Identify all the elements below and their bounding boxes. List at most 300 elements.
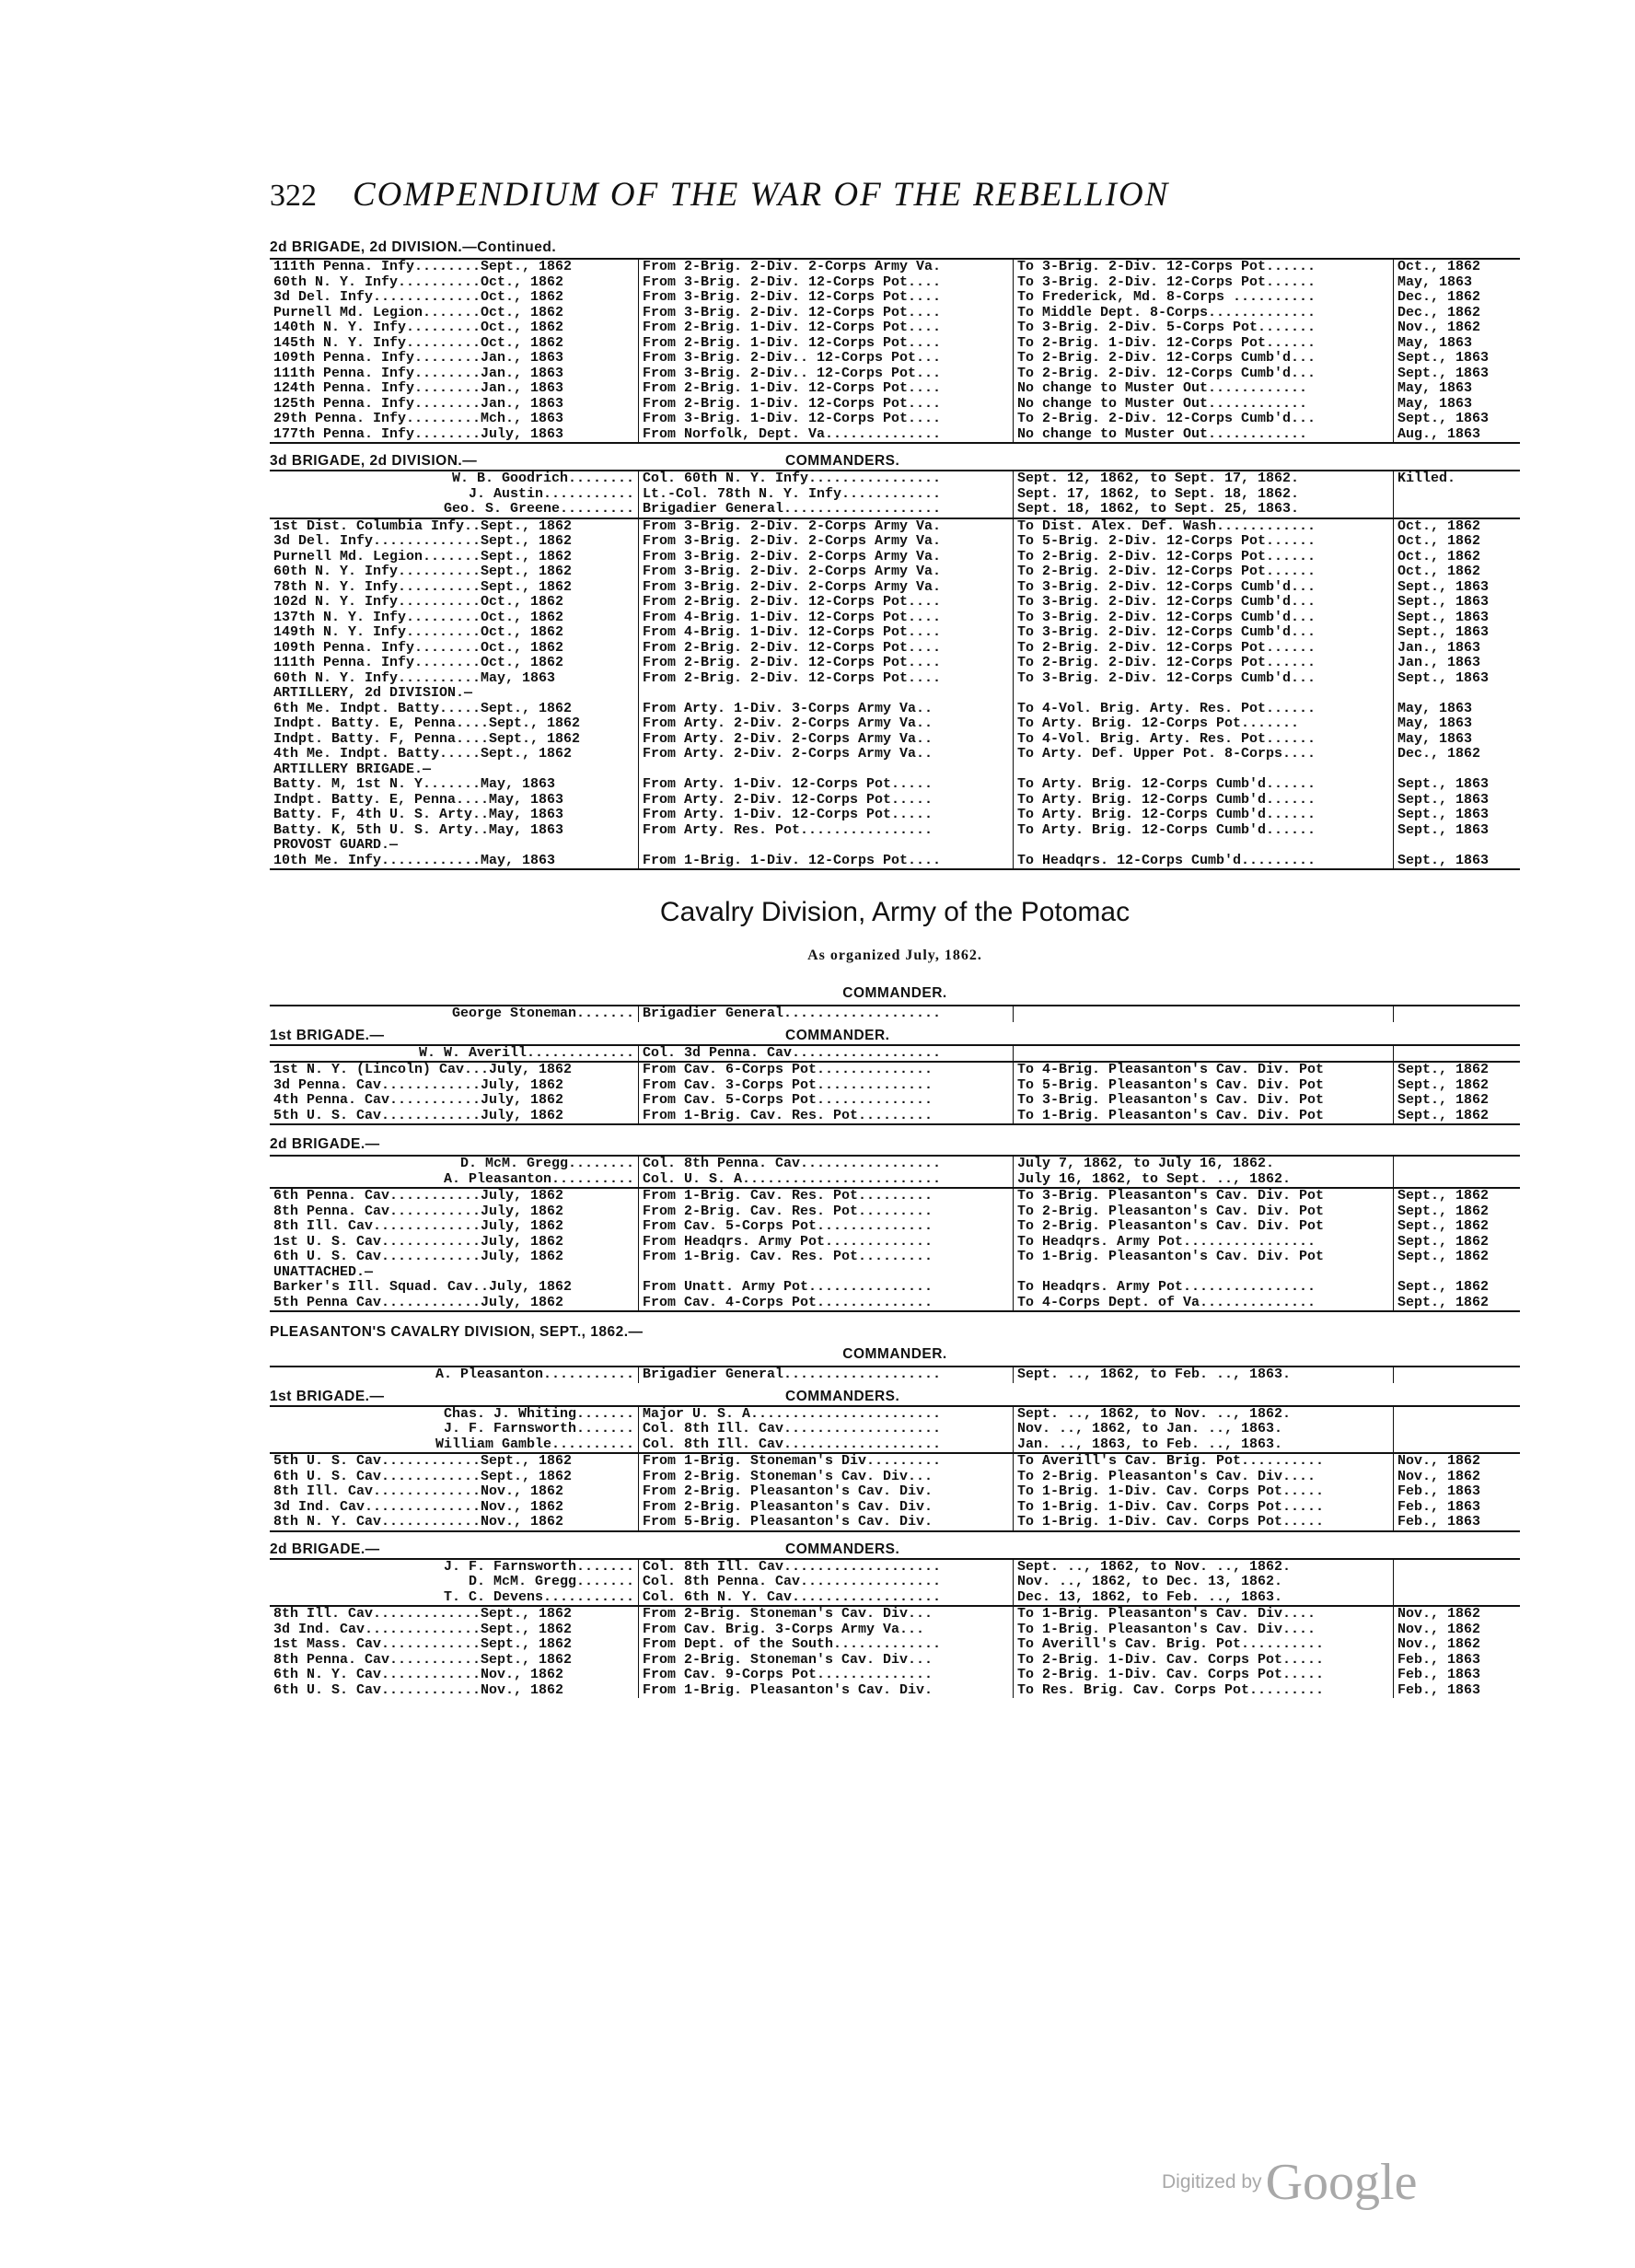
table-row [270,351,1520,366]
to-cell: To 4-Brig. Pleasanton's Cav. Div. Pot [1014,1062,1394,1078]
commander-row [270,1575,1520,1590]
date-cell: Sept., 1863 [1394,412,1521,427]
date-cell: May, 1863 [1394,336,1521,352]
commander-row: A. Pleasanton........... Brigadier General................... Sept. .., 1862, to Feb. .., 1863. [270,1367,1520,1383]
from-cell: From Arty. 1-Div. 3-Corps Army Va.. [639,702,1014,717]
commanders-table [270,1405,1520,1453]
to-cell: To 2-Brig. 1-Div. 12-Corps Pot...... [1014,336,1394,352]
from-cell: From 2-Brig. Stoneman's Cav. Div... [639,1470,1014,1485]
from-cell: From 3-Brig. 2-Div. 12-Corps Pot.... [639,275,1014,291]
date-cell: Sept., 1862 [1394,1188,1521,1204]
to-cell: To 3-Brig. 2-Div. 12-Corps Cumb'd... [1014,625,1394,641]
table-row [270,336,1520,352]
date-cell: Feb., 1863 [1394,1500,1521,1516]
to-cell: To 2-Brig. Pleasanton's Cav. Div.... [1014,1470,1394,1485]
date-cell: Nov., 1862 [1394,1606,1521,1622]
date-cell: Sept., 1863 [1394,808,1521,823]
commander-label: COMMANDER. [842,1346,947,1362]
from-cell: From Unatt. Army Pot............... [639,1280,1014,1296]
to-cell: To 1-Brig. 1-Div. Cav. Corps Pot..... [1014,1484,1394,1500]
from-cell: From Arty. 2-Div. 2-Corps Army Va.. [639,716,1014,732]
table-row [270,259,1520,275]
to-cell: To 3-Brig. 2-Div. 12-Corps Cumb'd... [1014,595,1394,611]
table-row [270,290,1520,306]
google-watermark [1162,2153,1417,2212]
from-cell: From 3-Brig. 2-Div. 2-Corps Army Va. [639,564,1014,580]
unit-cell: 6th U. S. Cav............July, 1862 [273,1250,564,1264]
date-cell: Nov., 1862 [1394,320,1521,336]
commander-name: J. F. Farnsworth....... [443,1558,634,1575]
command-period [1014,1045,1394,1062]
table-row [270,1062,1520,1078]
from-cell: From Cav. 6-Corps Pot.............. [639,1062,1014,1078]
table-row [270,564,1520,580]
from-cell: From 3-Brig. 2-Div. 2-Corps Army Va. [639,534,1014,550]
to-cell: To Arty. Brig. 12-Corps Pot....... [1014,716,1394,732]
table-row [270,793,1520,808]
commander-label: COMMANDER. [785,1027,890,1043]
from-cell: From 2-Brig. 2-Div. 12-Corps Pot.... [639,641,1014,657]
commander-rank: Col. 8th Penna. Cav................. [639,1156,1014,1172]
commander-rank: Col. 6th N. Y. Cav.................. [639,1590,1014,1606]
date-cell: Sept., 1863 [1394,625,1521,641]
command-note [1394,1045,1521,1062]
page-header [270,175,1520,221]
table-row [270,427,1520,444]
commander-name: D. McM. Gregg........ [459,1156,634,1171]
commanders-table [270,1558,1520,1606]
from-cell: From Arty. 1-Div. 12-Corps Pot..... [639,808,1014,823]
unit-cell: 4th Penna. Cav...........July, 1862 [273,1093,564,1108]
to-cell: To 4-Vol. Brig. Arty. Res. Pot...... [1014,732,1394,748]
table-row [270,1500,1520,1516]
to-cell: To Res. Brig. Cav. Corps Pot......... [1014,1683,1394,1699]
unit-cell: 3d Penna. Cav............July, 1862 [273,1077,564,1093]
table-row [270,1250,1520,1265]
from-cell: From 2-Brig. Stoneman's Cav. Div... [639,1653,1014,1669]
date-cell: Oct., 1862 [1394,518,1521,535]
command-note [1394,1559,1521,1576]
date-cell: Sept., 1862 [1394,1109,1521,1125]
unit-cell: Indpt. Batty. E, Penna....Sept., 1862 [273,716,581,731]
table-row [270,1219,1520,1235]
command-note [1394,1156,1521,1172]
command-period: Dec. 13, 1862, to Feb. .., 1863. [1014,1590,1394,1606]
table-row [270,1668,1520,1683]
commanders-table [270,1155,1520,1187]
date-cell: May, 1863 [1394,702,1521,717]
unit-cell: 8th Penna. Cav...........Sept., 1862 [273,1652,573,1668]
date-cell: May, 1863 [1394,275,1521,291]
to-cell: To 3-Brig. 2-Div. 12-Corps Pot...... [1014,275,1394,291]
date-cell: Sept., 1863 [1394,366,1521,382]
from-cell: From 2-Brig. Stoneman's Cav. Div... [639,1606,1014,1622]
unit-cell: 6th N. Y. Cav............Nov., 1862 [273,1668,564,1682]
date-cell: Feb., 1863 [1394,1683,1521,1699]
command-note [1394,1172,1521,1188]
date-cell: Sept., 1863 [1394,793,1521,808]
commanders-table [270,1005,1520,1022]
from-cell: From 1-Brig. Cav. Res. Pot......... [639,1109,1014,1125]
to-cell: To Headqrs. Army Pot................ [1014,1235,1394,1250]
unit-cell: 1st Dist. Columbia Infy..Sept., 1862 [273,518,573,534]
commander-name: D. McM. Gregg....... [468,1575,634,1589]
to-cell: To Arty. Brig. 12-Corps Cumb'd...... [1014,777,1394,793]
table-row [270,1453,1520,1470]
unit-table [270,1061,1520,1125]
date-cell: Feb., 1863 [1394,1515,1521,1531]
table-row [270,1653,1520,1669]
command-period: Sept. .., 1862, to Nov. .., 1862. [1014,1559,1394,1576]
from-cell: From Cav. 9-Corps Pot.............. [639,1668,1014,1683]
to-cell: To Middle Dept. 8-Corps............. [1014,306,1394,321]
to-cell: To 1-Brig. 1-Div. Cav. Corps Pot..... [1014,1500,1394,1516]
to-cell: To 3-Brig. 2-Div. 12-Corps Cumb'd... [1014,611,1394,626]
subsection-label: UNATTACHED.— [273,1264,374,1280]
commander-name: J. F. Farnsworth....... [443,1422,634,1436]
from-cell: From 2-Brig. 1-Div. 12-Corps Pot.... [639,381,1014,397]
table-row [270,854,1520,870]
from-cell: From Cav. 3-Corps Pot.............. [639,1078,1014,1094]
table-row [270,306,1520,321]
from-cell: From 3-Brig. 2-Div. 2-Corps Army Va. [639,550,1014,565]
commander-rank: Major U. S. A....................... [639,1406,1014,1423]
commander-row [270,502,1520,518]
unit-cell: 5th U. S. Cav............Sept., 1862 [273,1453,573,1469]
unit-table [270,1452,1520,1532]
unit-cell: 102d N. Y. Infy..........Oct., 1862 [273,595,564,610]
date-cell: Feb., 1863 [1394,1668,1521,1683]
commander-row [270,1437,1520,1453]
to-cell: To 2-Brig. 2-Div. 12-Corps Pot...... [1014,550,1394,565]
date-cell: Sept., 1863 [1394,580,1521,596]
from-cell: From 2-Brig. 1-Div. 12-Corps Pot.... [639,320,1014,336]
from-cell: From Arty. Res. Pot................ [639,823,1014,839]
date-cell: Sept., 1862 [1394,1296,1521,1312]
section-label: 2d BRIGADE.— [270,1541,380,1557]
table-row [270,518,1520,535]
table-row [270,1296,1520,1312]
commander-name: Geo. S. Greene......... [443,502,634,517]
from-cell: From 3-Brig. 2-Div.. 12-Corps Pot... [639,351,1014,366]
command-note [1394,1575,1521,1590]
unit-cell: 8th Ill. Cav.............Sept., 1862 [273,1606,573,1622]
command-period: Sept. 12, 1862, to Sept. 17, 1862. [1014,471,1394,487]
to-cell: To 3-Brig. 2-Div. 12-Corps Pot...... [1014,259,1394,275]
command-note [1394,1437,1521,1453]
table-row [270,397,1520,413]
date-cell: May, 1863 [1394,732,1521,748]
to-cell: No change to Muster Out............ [1014,427,1394,444]
from-cell: From 2-Brig. 2-Div. 2-Corps Army Va. [639,259,1014,275]
commander-rank: Col. 8th Ill. Cav................... [639,1559,1014,1576]
unit-cell: Batty. M, 1st N. Y.......May, 1863 [273,777,556,792]
from-cell: From 2-Brig. Pleasanton's Cav. Div. [639,1484,1014,1500]
from-cell: From 2-Brig. 2-Div. 12-Corps Pot.... [639,656,1014,671]
table-row [270,1109,1520,1125]
to-cell: To 5-Brig. Pleasanton's Cav. Div. Pot [1014,1078,1394,1094]
to-cell: To 2-Brig. Pleasanton's Cav. Div. Pot [1014,1204,1394,1220]
table-row [270,580,1520,596]
date-cell: Sept., 1862 [1394,1204,1521,1220]
unit-cell: 29th Penna. Infy.........Mch., 1863 [273,412,564,426]
subsection-label: PROVOST GUARD.— [273,838,399,853]
table-row [270,747,1520,762]
unit-cell: Indpt. Batty. F, Penna....Sept., 1862 [273,731,581,747]
to-cell: To 3-Brig. Pleasanton's Cav. Div. Pot [1014,1093,1394,1109]
from-cell: From 1-Brig. Cav. Res. Pot......... [639,1188,1014,1204]
date-cell: Aug., 1863 [1394,427,1521,444]
commander-name: A. Pleasanton.......... [443,1171,634,1187]
date-cell: Sept., 1862 [1394,1093,1521,1109]
table-row [270,808,1520,823]
organized-note: As organized July, 1862. [807,948,982,963]
date-cell: Sept., 1863 [1394,595,1521,611]
unit-cell: 111th Penna. Infy........Sept., 1862 [273,259,573,274]
table-row [270,534,1520,550]
commanders-label: COMMANDERS. [785,1388,900,1404]
division-title: Cavalry Division, Army of the Potomac [659,897,1131,927]
from-cell: From Dept. of the South............. [639,1637,1014,1653]
commander-name: J. Austin........... [468,486,634,502]
date-cell: Oct., 1862 [1394,550,1521,565]
from-cell: From Cav. 5-Corps Pot.............. [639,1219,1014,1235]
date-cell: Feb., 1863 [1394,1653,1521,1669]
commander-rank: Col. 8th Ill. Cav................... [639,1422,1014,1437]
unit-cell: 3d Del. Infy.............Sept., 1862 [273,534,573,549]
from-cell: From 2-Brig. 1-Div. 12-Corps Pot.... [639,336,1014,352]
commanders-table [270,470,1520,518]
date-cell: Sept., 1862 [1394,1280,1521,1296]
from-cell: From 3-Brig. 1-Div. 12-Corps Pot.... [639,412,1014,427]
to-cell: To 2-Brig. 2-Div. 12-Corps Cumb'd... [1014,412,1394,427]
table-row [270,777,1520,793]
from-cell: From Arty. 2-Div. 12-Corps Pot..... [639,793,1014,808]
date-cell: May, 1863 [1394,381,1521,397]
date-cell: Jan., 1863 [1394,656,1521,671]
date-cell: Oct., 1862 [1394,259,1521,275]
to-cell: To 2-Brig. 1-Div. Cav. Corps Pot..... [1014,1653,1394,1669]
commander-row [270,487,1520,503]
from-cell: From Arty. 1-Div. 12-Corps Pot..... [639,777,1014,793]
unit-cell: 8th Ill. Cav.............Nov., 1862 [273,1484,564,1499]
table-row [270,1622,1520,1638]
commander-row [270,1406,1520,1423]
unit-cell: Indpt. Batty. E, Penna....May, 1863 [273,792,564,808]
unit-cell: 177th Penna. Infy........July, 1863 [273,426,564,442]
to-cell: To Arty. Brig. 12-Corps Cumb'd...... [1014,808,1394,823]
table-row [270,412,1520,427]
unit-cell: 1st Mass. Cav............Sept., 1862 [273,1637,573,1652]
table-row [270,1078,1520,1094]
table-row [270,595,1520,611]
to-cell: To 3-Brig. 2-Div. 12-Corps Cumb'd... [1014,671,1394,687]
to-cell: To 4-Corps Dept. of Va.............. [1014,1296,1394,1312]
to-cell: To 2-Brig. 1-Div. Cav. Corps Pot..... [1014,1668,1394,1683]
from-cell: From 4-Brig. 1-Div. 12-Corps Pot.... [639,611,1014,626]
unit-cell: 111th Penna. Infy........Oct., 1862 [273,656,564,670]
date-cell: Jan., 1863 [1394,641,1521,657]
unit-cell: 60th N. Y. Infy..........Sept., 1862 [273,564,573,579]
to-cell: No change to Muster Out............ [1014,397,1394,413]
commander-row [270,471,1520,487]
commander-rank: Col. 60th N. Y. Infy................ [639,471,1014,487]
page-body [270,238,1520,1698]
table-row [270,702,1520,717]
commanders-label: COMMANDERS. [785,1541,900,1557]
from-cell: From 1-Brig. Stoneman's Div......... [639,1453,1014,1470]
commander-row: George Stoneman....... Brigadier General................... [270,1006,1520,1022]
command-note [1394,1406,1521,1423]
command-note [1394,502,1521,518]
unit-cell: 124th Penna. Infy........Jan., 1863 [273,381,564,396]
commanders-label: COMMANDERS. [785,453,900,469]
unit-table [270,1187,1520,1280]
to-cell: To 2-Brig. 2-Div. 12-Corps Pot...... [1014,641,1394,657]
unit-cell: 10th Me. Infy............May, 1863 [273,853,556,868]
unit-cell: Barker's Ill. Squad. Cav..July, 1862 [273,1280,573,1295]
date-cell: Sept., 1862 [1394,1250,1521,1265]
table-row [270,1683,1520,1699]
from-cell: From 3-Brig. 2-Div.. 12-Corps Pot... [639,366,1014,382]
date-cell: Sept., 1863 [1394,777,1521,793]
command-period: Sept. 17, 1862, to Sept. 18, 1862. [1014,487,1394,503]
from-cell: From 2-Brig. 2-Div. 12-Corps Pot.... [639,671,1014,687]
date-cell: Sept., 1863 [1394,351,1521,366]
commanders-table [270,1366,1520,1383]
date-cell: Sept., 1862 [1394,1235,1521,1250]
unit-cell: 3d Ind. Cav..............Sept., 1862 [273,1622,573,1637]
unit-cell: 6th U. S. Cav............Sept., 1862 [273,1469,573,1484]
commander-row [270,1156,1520,1172]
table-row [270,732,1520,748]
from-cell: From Arty. 2-Div. 2-Corps Army Va.. [639,732,1014,748]
unit-cell: 78th N. Y. Infy..........Sept., 1862 [273,579,573,595]
from-cell: From 2-Brig. Cav. Res. Pot......... [639,1204,1014,1220]
date-cell: Sept., 1862 [1394,1219,1521,1235]
from-cell: From 4-Brig. 1-Div. 12-Corps Pot.... [639,625,1014,641]
command-note: Killed. [1394,471,1521,487]
subsection-label: ARTILLERY, 2d DIVISION.— [273,686,473,701]
date-cell: Sept., 1863 [1394,854,1521,870]
unit-table [270,854,1520,871]
command-note [1394,1590,1521,1606]
from-cell: From 3-Brig. 2-Div. 12-Corps Pot.... [639,306,1014,321]
from-cell: From Headqrs. Army Pot............. [639,1235,1014,1250]
table-row [270,611,1520,626]
section-label: 3d BRIGADE, 2d DIVISION.— [270,453,478,469]
to-cell: To Headqrs. Army Pot................ [1014,1280,1394,1296]
to-cell: To 1-Brig. Pleasanton's Cav. Div. Pot [1014,1109,1394,1125]
table-row [270,1188,1520,1204]
to-cell: To 1-Brig. Pleasanton's Cav. Div.... [1014,1606,1394,1622]
to-cell: To Arty. Def. Upper Pot. 8-Corps.... [1014,747,1394,762]
table-row [270,1204,1520,1220]
unit-cell: 6th Penna. Cav...........July, 1862 [273,1188,564,1204]
commander-rank: Brigadier General................... [639,502,1014,518]
commander-label: COMMANDER. [842,985,947,1001]
date-cell: Oct., 1862 [1394,534,1521,550]
commander-rank: Col. 3d Penna. Cav.................. [639,1045,1014,1062]
date-cell: Sept., 1863 [1394,671,1521,687]
table-row [270,366,1520,382]
to-cell: To Headqrs. 12-Corps Cumb'd......... [1014,854,1394,870]
table-row [270,671,1520,687]
section-label: 2d BRIGADE, 2d DIVISION.—Continued. [270,239,557,255]
command-period: Nov. .., 1862, to Dec. 13, 1862. [1014,1575,1394,1590]
running-title: COMPENDIUM OF THE WAR OF THE REBELLION [353,176,1170,214]
unit-table [270,686,1520,854]
unit-cell: 1st N. Y. (Lincoln) Cav...July, 1862 [273,1062,573,1077]
unit-cell: 3d Ind. Cav..............Nov., 1862 [273,1499,564,1515]
date-cell: Sept., 1862 [1394,1078,1521,1094]
command-note [1394,1422,1521,1437]
date-cell: Dec., 1862 [1394,747,1521,762]
to-cell: To 3-Brig. Pleasanton's Cav. Div. Pot [1014,1188,1394,1204]
from-cell: From 1-Brig. 1-Div. 12-Corps Pot.... [639,854,1014,870]
table-row [270,641,1520,657]
command-period: Jan. .., 1863, to Feb. .., 1863. [1014,1437,1394,1453]
from-cell: From Arty. 2-Div. 2-Corps Army Va.. [639,747,1014,762]
unit-cell: 125th Penna. Infy........Jan., 1863 [273,396,564,412]
commanders-table [270,1044,1520,1062]
from-cell: From 1-Brig. Pleasanton's Cav. Div. [639,1683,1014,1699]
from-cell: From Cav. 4-Corps Pot.............. [639,1296,1014,1312]
date-cell: Sept., 1862 [1394,1062,1521,1078]
unit-cell: 1st U. S. Cav............July, 1862 [273,1234,564,1250]
commander-row [270,1172,1520,1188]
commander-row [270,1045,1520,1062]
commander-rank: Lt.-Col. 78th N. Y. Infy............ [639,487,1014,503]
section-label: PLEASANTON'S CAVALRY DIVISION, SEPT., 1862.— [270,1324,644,1340]
from-cell: From Norfolk, Dept. Va.............. [639,427,1014,444]
table-row [270,1515,1520,1531]
unit-cell: 8th Ill. Cav.............July, 1862 [273,1219,564,1234]
unit-table [270,1605,1520,1698]
unit-table [270,258,1520,444]
unit-cell: 109th Penna. Infy........Oct., 1862 [273,640,564,656]
unit-cell: 6th U. S. Cav............Nov., 1862 [273,1682,564,1698]
date-cell: Dec., 1862 [1394,306,1521,321]
to-cell: To 5-Brig. 2-Div. 12-Corps Pot...... [1014,534,1394,550]
commander-name: T. C. Devens........... [443,1589,634,1605]
commander-row [270,1590,1520,1606]
unit-cell: 4th Me. Indpt. Batty.....Sept., 1862 [273,747,573,762]
date-cell: Oct., 1862 [1394,564,1521,580]
unit-cell: 6th Me. Indpt. Batty.....Sept., 1862 [273,701,573,716]
table-row [270,625,1520,641]
unit-cell: Batty. F, 4th U. S. Arty..May, 1863 [273,808,564,822]
command-note [1394,487,1521,503]
unit-cell: 145th N. Y. Infy.........Oct., 1862 [273,335,564,351]
to-cell: To Arty. Brig. 12-Corps Cumb'd...... [1014,823,1394,839]
table-row [270,275,1520,291]
table-row [270,1484,1520,1500]
unit-cell: 149th N. Y. Infy.........Oct., 1862 [273,625,564,640]
date-cell: Sept., 1863 [1394,611,1521,626]
to-cell: To 1-Brig. Pleasanton's Cav. Div. Pot [1014,1250,1394,1265]
to-cell: No change to Muster Out............ [1014,381,1394,397]
google-logo: Google [1265,2154,1418,2211]
unit-table [270,518,1520,687]
commander-name: William Gamble.......... [435,1436,634,1452]
from-cell: From 3-Brig. 2-Div. 12-Corps Pot.... [639,290,1014,306]
command-period: Sept. 18, 1862, to Sept. 25, 1863. [1014,502,1394,518]
table-row [270,716,1520,732]
unit-cell: 5th U. S. Cav............July, 1862 [273,1108,564,1123]
table-row [270,550,1520,565]
to-cell: To Dist. Alex. Def. Wash............ [1014,518,1394,535]
